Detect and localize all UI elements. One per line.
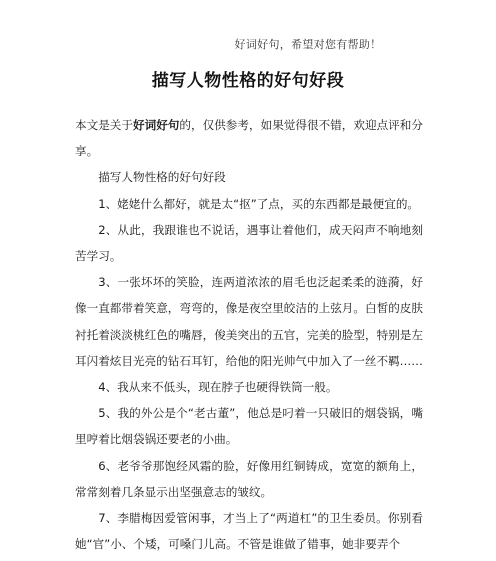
paragraph-3: 3、一张坏坏的笑脸，连两道浓浓的眉毛也泛起柔柔的涟漪，好像一直都带着笑意，弯弯的，像是夜空里皎洁的上弦月。白皙的皮肤衬托着淡淡桃红色的嘴唇，俊美突出的五官，完美的脸型，特别是左耳闪着炫目光亮的钻石耳钉，给他的阳光帅气中加入了一丝不羁…… bbox=[75, 275, 423, 368]
paragraph-2: 2、从此，我跟谁也不说话，遇事让着他们，成天闷声不响地刻苦学习。 bbox=[75, 222, 423, 264]
paragraph-4: 4、我从来不低头，现在脖子也硬得铁筒一般。 bbox=[98, 380, 338, 395]
article-subtitle: 描写人物性格的好句好段 bbox=[98, 170, 226, 185]
article-body bbox=[75, 112, 423, 557]
page-title: 描写人物性格的好句好段 bbox=[151, 71, 345, 91]
intro-prefix: 本文是关于 bbox=[75, 118, 133, 132]
header-note: 好词好句，希望对您有帮助！ bbox=[234, 38, 382, 51]
intro-keyword: 好词好句 bbox=[133, 118, 180, 132]
paragraph-7: 7、李腊梅因爱管闲事，才当上了“两道杠”的卫生委员。你别看她“官”小、个矮，可嗓门儿高。不管是谁做了错事，她非要弄个 bbox=[75, 511, 423, 552]
paragraph-1: 1、姥姥什么都好，就是太“抠”了点，买的东西都是最便宜的。 bbox=[98, 196, 420, 211]
intro-suffix: 的，仅供参考，如果觉得很不错，欢迎点评和分享。 bbox=[75, 118, 423, 159]
intro-paragraph bbox=[75, 112, 423, 164]
paragraph-6: 6、老爷爷那饱经风霜的脸，好像用红铜铸成，宽宽的额角上，常常刻着几条显示出坚强意志的皱纹。 bbox=[75, 458, 423, 499]
paragraph-5: 5、我的外公是个“老古董”，他总是叼着一只破旧的烟袋锅，嘴里哼着比烟袋锅还要老的小曲。 bbox=[75, 406, 423, 447]
